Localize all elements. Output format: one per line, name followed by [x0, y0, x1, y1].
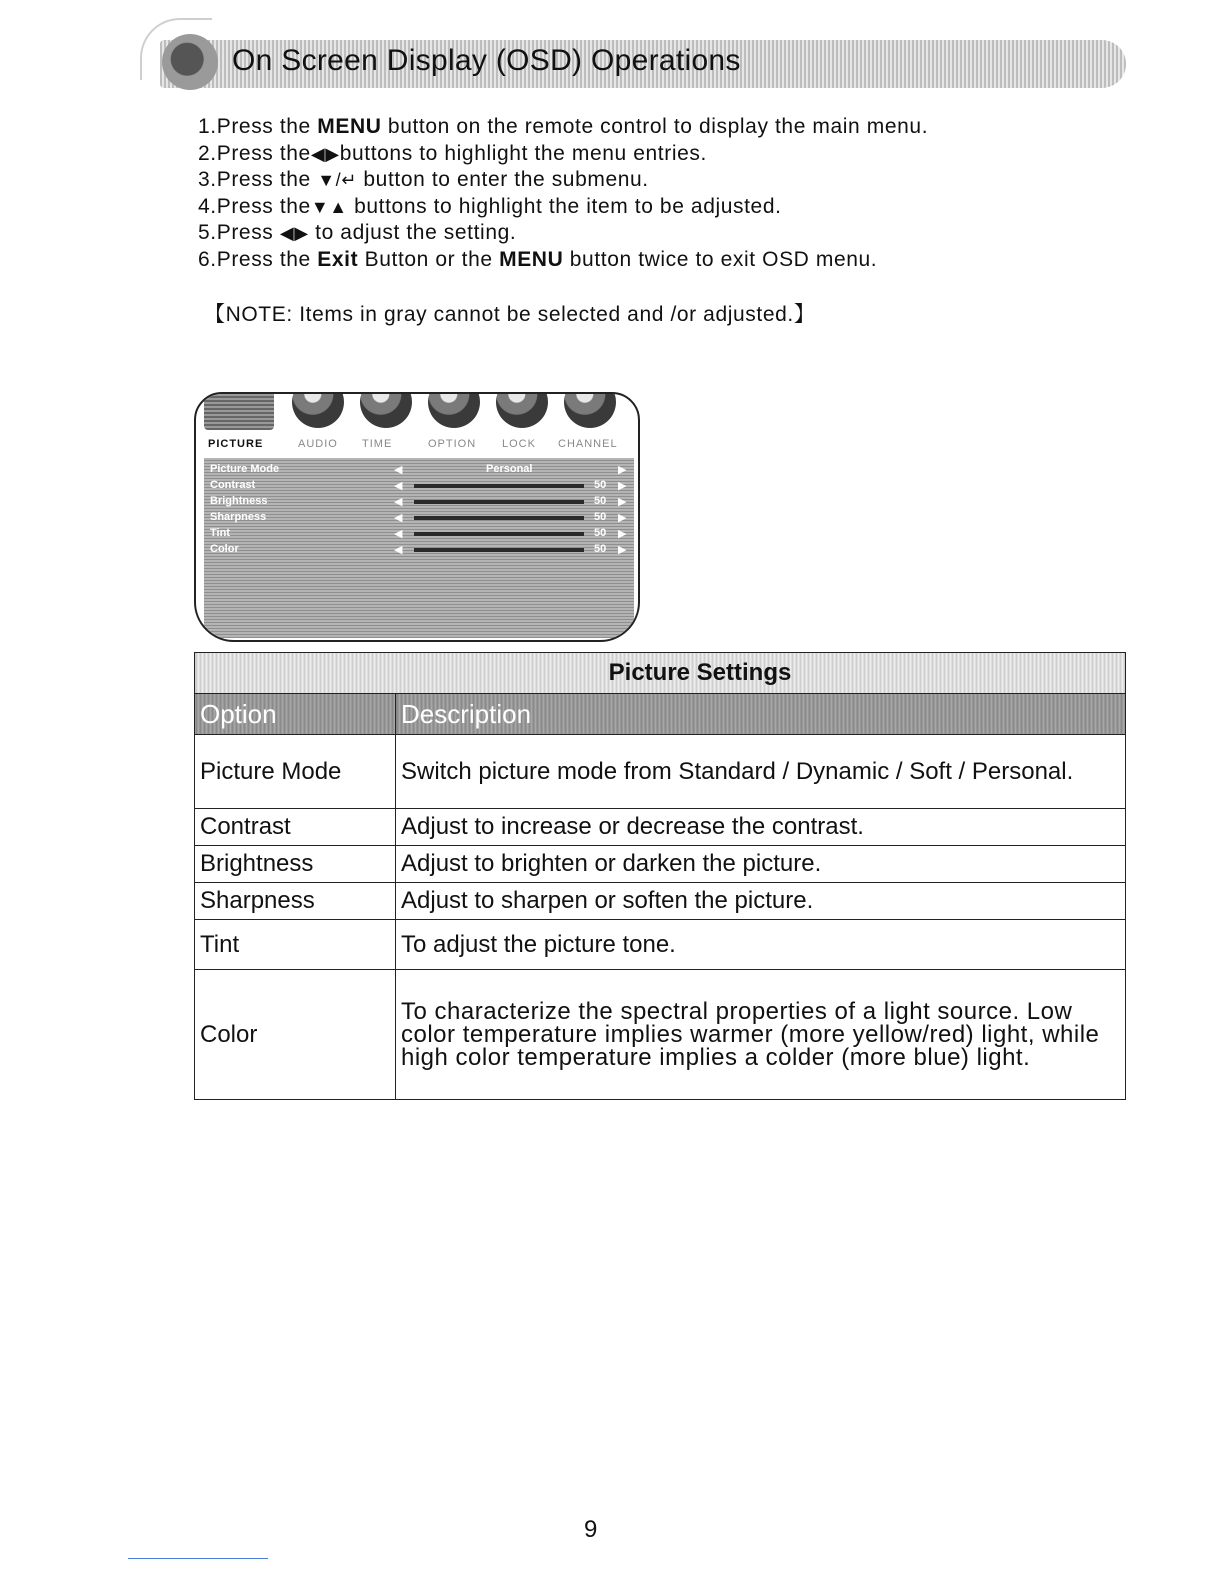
osd-row-sharpness: Sharpness ◀ 50 ▶	[210, 511, 627, 524]
description-cell: Adjust to sharpen or soften the picture.	[396, 883, 1126, 920]
step-1: 1.Press the MENU button on the remote control to display the main menu.	[198, 115, 929, 138]
time-clock-icon	[360, 392, 412, 428]
description-cell: To adjust the picture tone.	[396, 920, 1126, 970]
bullet-icon	[162, 34, 218, 90]
table-row	[195, 735, 1126, 809]
lock-padlock-icon	[496, 392, 548, 428]
arrow-right-icon: ▶	[618, 528, 627, 540]
page-title: On Screen Display (OSD) Operations	[232, 44, 741, 77]
osd-row-brightness: Brightness ◀ 50 ▶	[210, 495, 627, 508]
down-up-arrows-icon: ▼▲	[310, 196, 348, 217]
page-number: 9	[584, 1516, 598, 1543]
arrow-right-icon: ▶	[618, 464, 627, 476]
arrow-right-icon: ▶	[618, 496, 627, 508]
left-right-arrows-icon: ◀▶	[310, 143, 340, 164]
osd-menu-screenshot	[194, 392, 640, 642]
osd-slider-bar	[414, 484, 584, 488]
osd-slider-bar	[414, 516, 584, 520]
picture-icon	[204, 392, 274, 430]
osd-tab-time: TIME	[362, 438, 393, 450]
arrow-left-icon: ◀	[394, 512, 403, 524]
arrow-left-icon: ◀	[394, 480, 403, 492]
osd-slider-bar	[414, 532, 584, 536]
audio-speaker-icon	[292, 392, 344, 428]
option-cell: Picture Mode	[195, 735, 396, 809]
description-cell: Switch picture mode from Standard / Dynamic / Soft / Personal.	[396, 735, 1126, 809]
osd-tab-picture: PICTURE	[208, 438, 264, 450]
step-3: 3.Press the ▼/↵ button to enter the submenu.	[198, 168, 649, 191]
table-row	[195, 809, 1126, 846]
option-cell: Contrast	[195, 809, 396, 846]
osd-row-picture-mode: Picture Mode ◀ Personal ▶	[210, 463, 627, 476]
osd-tab-audio: AUDIO	[298, 438, 338, 450]
option-cell: Brightness	[195, 846, 396, 883]
table-row	[195, 883, 1126, 920]
osd-slider-bar	[414, 548, 584, 552]
arrow-right-icon: ▶	[618, 512, 627, 524]
left-right-arrows-icon: ◀▶	[279, 223, 309, 243]
down-enter-icon: ▼/↵	[317, 170, 357, 190]
table-row	[195, 846, 1126, 883]
option-cell: Sharpness	[195, 883, 396, 920]
step-6: 6.Press the Exit Button or the MENU button twice to exit OSD menu.	[198, 247, 878, 271]
osd-slider-bar	[414, 500, 584, 504]
option-cell: Tint	[195, 920, 396, 970]
osd-tab-option: OPTION	[428, 438, 477, 450]
table-header-row	[195, 694, 1126, 735]
table-title: Picture Settings	[608, 659, 792, 686]
arrow-right-icon: ▶	[618, 544, 627, 556]
picture-settings-table	[194, 652, 1126, 1100]
table-row	[195, 970, 1126, 1100]
footer-rule	[128, 1558, 268, 1559]
step-5: 5.Press ◀▶ to adjust the setting.	[198, 221, 517, 244]
osd-icon-strip	[196, 394, 638, 438]
arrow-left-icon: ◀	[394, 464, 403, 476]
table-title-row	[195, 653, 1126, 694]
description-cell: To characterize the spectral properties of a light source. Low color temperature implies warmer (more yellow/red) light, while high color temperature implies a colder (more blue) light.	[396, 970, 1126, 1100]
arrow-right-icon: ▶	[618, 480, 627, 492]
instruction-steps	[198, 114, 928, 273]
osd-tabs	[196, 438, 638, 454]
channel-satellite-icon	[564, 392, 616, 428]
description-cell: Adjust to increase or decrease the contrast.	[396, 809, 1126, 846]
osd-row-contrast: Contrast ◀ 50 ▶	[210, 479, 627, 492]
note-text: 【NOTE: Items in gray cannot be selected and /or adjusted.】	[204, 303, 816, 326]
osd-row-tint: Tint ◀ 50 ▶	[210, 527, 627, 540]
option-gear-icon	[428, 392, 480, 428]
column-header-description: Description	[396, 694, 1126, 735]
osd-settings-panel	[204, 458, 634, 638]
arrow-left-icon: ◀	[394, 544, 403, 556]
option-cell: Color	[195, 970, 396, 1100]
osd-tab-channel: CHANNEL	[558, 438, 618, 450]
arrow-left-icon: ◀	[394, 528, 403, 540]
column-header-option: Option	[195, 694, 396, 735]
osd-row-color: Color ◀ 50 ▶	[210, 543, 627, 556]
osd-tab-lock: LOCK	[502, 438, 536, 450]
table-row	[195, 920, 1126, 970]
step-2: 2.Press the◀▶buttons to highlight the menu entries.	[198, 141, 707, 165]
description-cell: Adjust to brighten or darken the picture.	[396, 846, 1126, 883]
arrow-left-icon: ◀	[394, 496, 403, 508]
step-4: 4.Press the▼▲ buttons to highlight the item to be adjusted.	[198, 194, 782, 218]
